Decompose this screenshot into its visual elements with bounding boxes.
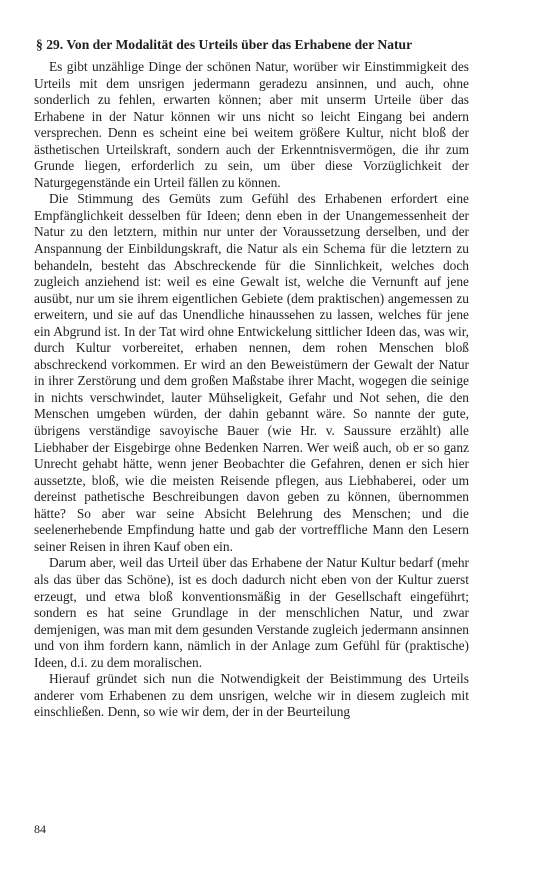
paragraph: Es gibt unzählige Dinge der schönen Natur, worüber wir Einstimmigkeit des Urteils mit dem unsrigen jedermann geradezu ansinnen, und auch, ohne sonderlich zu fehlen, erwarten können; aber mit unserm Urteile über das Erhabene in der Natur können wir uns nicht so leicht Eingang bei andern versprechen. Denn es scheint eine bei weitem größere Kultur, nicht bloß der ästhetischen Urteilskraft, sondern auch der Erkenntnisvermögen, die ihr zum Grunde liegen, erforderlich zu sein, um über diese Vorzüglichkeit der Naturgegenstände ein Urteil fällen zu können. — [34, 59, 469, 190]
paragraph: Darum aber, weil das Urteil über das Erhabene der Natur Kultur bedarf (mehr als das über das Schöne), ist es doch dadurch nicht eben von der Kultur zuerst erzeugt, und etwa bloß konventionsmäßig in der Gesellschaft eingeführt; sondern es hat seine Grundlage in der menschlichen Natur, und zwar demjenigen, was man mit dem gesunden Verstande zugleich jedermann ansinnen und von ihm fordern kann, nämlich in der Anlage zum Gefühl für (praktische) Ideen, d.i. zu dem moralischen. — [34, 555, 469, 670]
paragraph: Die Stimmung des Gemüts zum Gefühl des Erhabenen erfordert eine Empfänglichkeit desselben für Ideen; denn eben in der Unangemessenheit der Natur zu den letztern, mithin nur unter der Voraussetzung derselben, und der Anspannung der Einbildungskraft, die Natur als ein Schema für die letztern zu behandeln, besteht das Abschreckende für die Sinnlichkeit, welches doch zugleich anziehend ist: weil es eine Gewalt ist, welche die Vernunft auf jene ausübt, nur um sie ihrem eigentlichen Gebiete (dem praktischen) angemessen zu erweitern, und sie auf das Unendliche hinaussehen zu lassen, welches für jene ein Abgrund ist. In der Tat wird ohne Entwickelung sittlicher Ideen das, was wir, durch Kultur vorbereitet, erhaben nennen, dem rohen Menschen bloß abschreckend vorkommen. Er wird an den Beweistümern der Gewalt der Natur in ihrer Zerstörung und dem großen Maßstabe ihrer Macht, wogegen die seinige in nichts verschwindet, lauter Mühseligkeit, Gefahr und Not sehen, die den Menschen umgeben würden, der dahin gebannt wäre. So nannte der gute, übrigens verständige savoyische Bauer (wie Hr. v. Saussure erzählt) alle Liebhaber der Eisgebirge ohne Bedenken Narren. Wer weiß auch, ob er so ganz Unrecht gehabt hätte, wenn jener Beobachter die Gefahren, denen er sich hier aussetzte, bloß, wie die meisten Reisende pflegen, aus Liebhaberei, oder um dereinst pathetische Beschreibungen davon geben zu können, übernommen hätte? So aber war seine Absicht Belehrung des Menschen; und die seelenerhebende Empfindung hatte und gab der vortreffliche Mann den Lesern seiner Reisen in ihren Kauf oben ein. — [34, 191, 469, 554]
page-number: 84 — [34, 822, 46, 836]
paragraph: Hierauf gründet sich nun die Notwendigkeit der Beistimmung des Urteils anderer vom Erhabenen zu dem unsrigen, welche wir in diesem zugleich mit einschließen. Denn, so wie wir dem, der in der Beurteilung — [34, 671, 469, 720]
section-heading: § 29. Von der Modalität des Urteils über das Erhabene der Natur — [36, 37, 413, 52]
book-page — [34, 36, 469, 721]
